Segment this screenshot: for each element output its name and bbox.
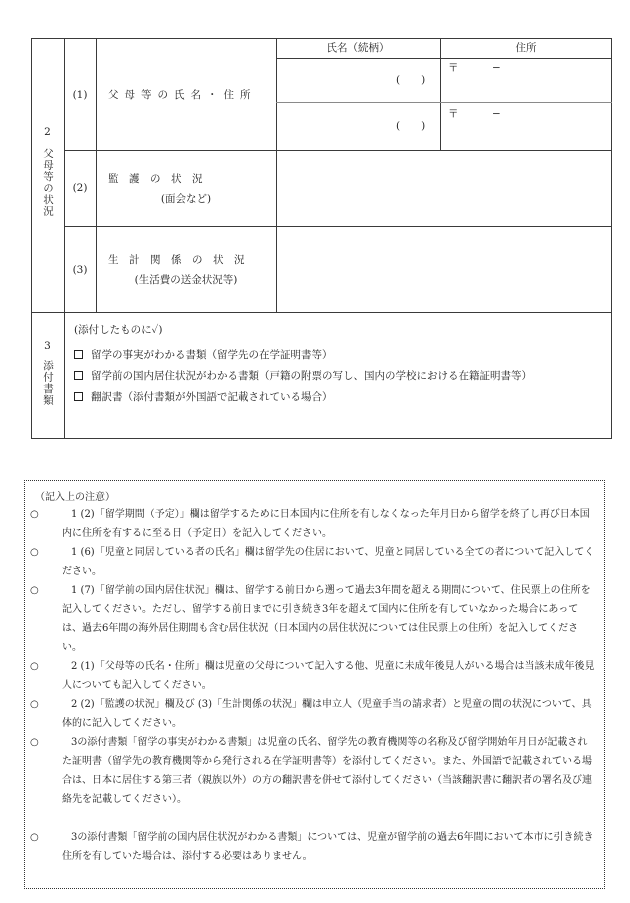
livelihood-status-field[interactable] — [278, 228, 610, 310]
bullet-icon: ○ — [30, 585, 39, 596]
notes-box: （記入上の注意） ○ 1 (2)「留学期間（予定）」欄は留学するために日本国内に住所を有しなくなった年月日から留学を終了し再び日本国内に住所を有するに至る日（予定日）を記入してください。 ○ 1 (6)「児童と同居している者の氏名」欄は留学先の住居において、児童と同居している全ての者について記入してください。 ○ 1 (7)「留学前の国内居住状況」欄は、留学する前日から遡って過去3年間を超える期間について、住民票上の住所を記入してください。ただし、留学する前日までに引き続き3年を超えて国内に住所を有していなかった場合にあっては、過去6年間の海外居住期間も含む居住状況（日本国内の居住状況については住民票上の住所）を記入してください。 ○ 2 (1)「父母等の氏名・住所」欄は児童の父母について記入する他、児童に未成年後見人がいる場合は当該未成年後見人についても記入してください。 ○ 2 (2)「監護の状況」欄及び (3)「生計関係の状況」欄は申立人（児童手当の請求者）と児童の間の状況について、具体的に記入してください。 ○ 3の添付書類「留学の事実がわかる書類」は児童の氏名、留学先の教育機関等の名称及び留学開始年月日が記載された証明書（留学先の教育機関等から発行される在学証明書等）を添付してください。また、外国語で記載されている場合は、日本に居住する第三者（親族以外）の方の翻訳書を併せて添付してください（当該翻訳書に翻訳者の署名及び連絡先を記載してください）。 ○ 3の添付書類「留学前の国内居住状況がわかる書類」については、児童が留学前の過去6年間において本市に引き続き住所を有していた場合は、添付する必要はありません。 — [24, 480, 605, 889]
checkbox-icon[interactable] — [74, 392, 83, 401]
row1-label: 父母等の氏名・住所 — [108, 89, 257, 101]
notes-title: （記入上の注意） — [35, 492, 115, 503]
section3-label: 添付書類 — [42, 360, 54, 406]
header-address: 住所 — [515, 42, 537, 54]
entry1-name-field[interactable] — [278, 60, 438, 100]
bullet-icon: ○ — [30, 832, 39, 843]
row3-sublabel: (生活費の送金状況等) — [134, 274, 238, 286]
bullet-icon: ○ — [30, 699, 39, 710]
attachment-item-1[interactable]: 留学の事実がわかる書類（留学先の在学証明書等） — [74, 348, 333, 362]
row3-label: 生 計 関 係 の 状 況 — [108, 254, 245, 266]
entry2-name-field[interactable] — [278, 104, 438, 148]
attachments-intro: (添付したものに✓) — [74, 324, 163, 336]
row3-index: (3) — [72, 264, 88, 276]
bullet-icon: ○ — [30, 737, 39, 748]
bullet-icon: ○ — [30, 661, 39, 672]
row1-index: (1) — [72, 89, 88, 101]
bullet-icon: ○ — [30, 509, 39, 520]
section3-number: 3 — [44, 340, 51, 352]
checkbox-icon[interactable] — [74, 371, 83, 380]
attachment-item-3[interactable]: 翻訳書（添付書類が外国語で記載されている場合） — [74, 390, 333, 404]
custody-status-field[interactable] — [278, 152, 610, 224]
row2-index: (2) — [72, 182, 88, 194]
entry2-dash: − — [492, 108, 501, 120]
entry1-relation[interactable]: ( ) — [396, 74, 426, 86]
checkbox-icon[interactable] — [74, 350, 83, 359]
entry2-relation[interactable]: ( ) — [396, 120, 426, 132]
section2-label: 父母等の状況 — [42, 148, 54, 217]
header-name: 氏名（続柄） — [326, 42, 390, 54]
entry1-address-field[interactable] — [442, 60, 610, 100]
entry1-postal-mark: 〒 — [448, 62, 459, 74]
row2-sublabel: (面会など) — [160, 193, 212, 205]
section2-number: 2 — [44, 126, 51, 138]
bullet-icon: ○ — [30, 547, 39, 558]
entry2-postal-mark: 〒 — [448, 108, 459, 120]
row2-label: 監 護 の 状 況 — [108, 173, 203, 185]
attachment-item-2[interactable]: 留学前の国内居住状況がわかる書類（戸籍の附票の写し、国内の学校における在籍証明書等） — [74, 369, 532, 383]
entry1-dash: − — [492, 62, 501, 74]
entry2-address-field[interactable] — [442, 104, 610, 148]
